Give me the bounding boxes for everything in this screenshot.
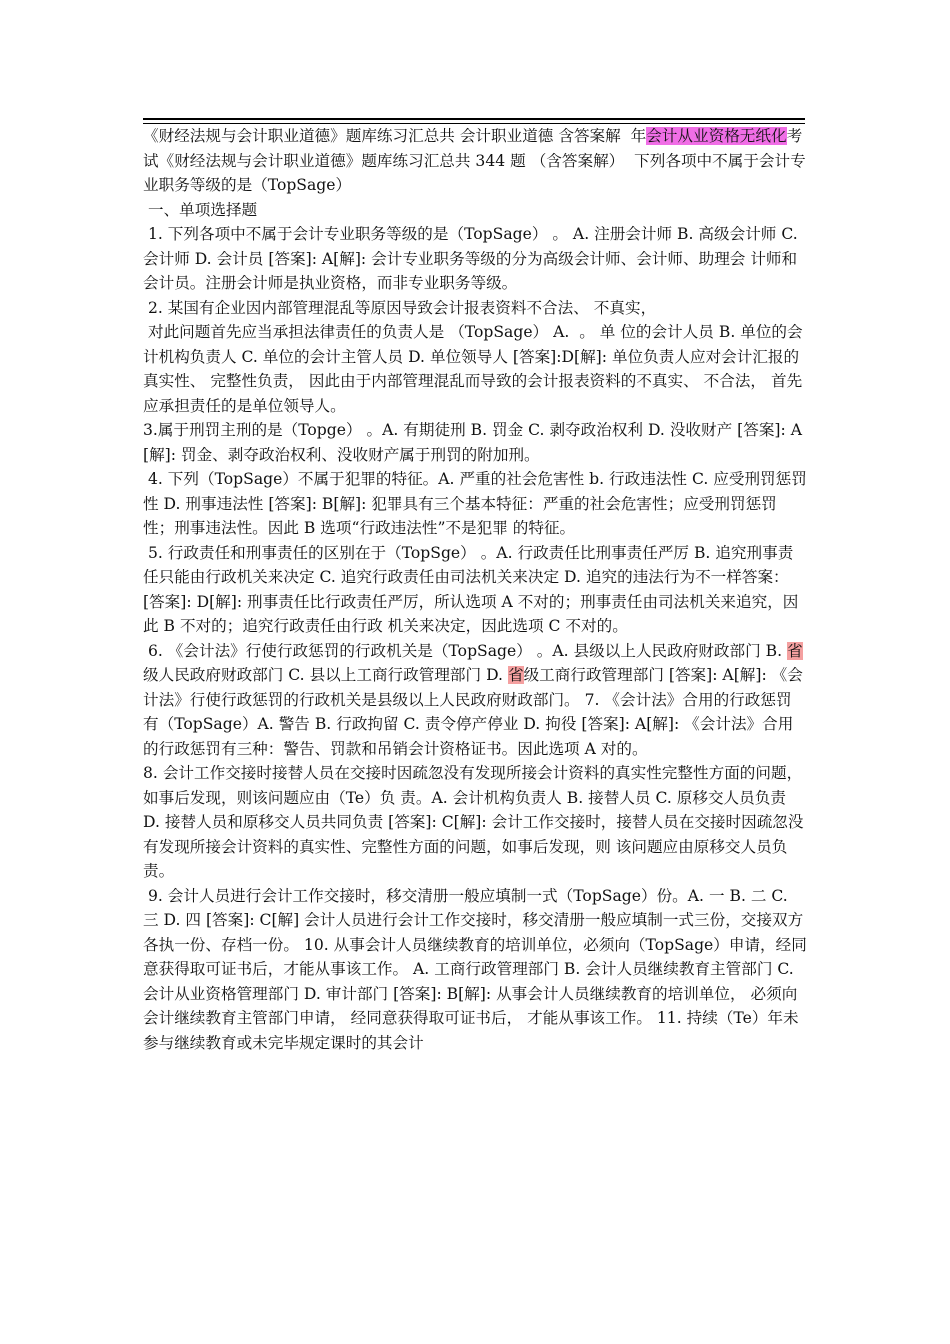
paragraph-p5 [143, 467, 807, 541]
text-run: 级工商行政管理部门 [答案]: A[解]: 《会计法》行使行政惩罚的行政机关是县级以上人民政府财政部门。 7. 《会计法》合用的行政惩罚有（TopSage）A. 警告 B. 行政拘留 C. 责令停产停业 D. 拘役 [答案]: A[解]: 《会计法》合用的行政惩罚有三种：警告、罚款和吊销会计资格证书。因此选项 A 对的。 [143, 666, 803, 758]
highlighted-text: 会计从业资格无纸化 [646, 127, 787, 145]
highlighted-text: 省 [787, 641, 803, 660]
text-run: 4. 下列（TopSage）不属于犯罪的特征。A. 严重的社会危害性 b. 行政违法性 C. 应受刑罚惩罚性 D. 刑事违法性 [答案]: B[解]: 犯罪具有三个基本特征：严重的社会危害性；应受刑罚惩罚性；刑事违法性。因此 B 选项“行政违法性”不是犯罪 的特征。 [143, 470, 807, 537]
text-run: 5. 行政责任和刑事责任的区别在于（TopSge） 。A. 行政责任比刑事责任严厉 B. 追究刑事责任只能由行政机关来决定 C. 追究行政责任由司法机关来决定 D. 追究的违法行为不一样答案： [答案]: D[解]: 刑事责任比行政责任严厉，所认选项 A 不对的；刑事责任由司法机关来追究，因此 B 不对的；追究行政责任由行政 机关来决定，因此选项 C 不对的。 [143, 543, 799, 635]
paragraph-p0 [143, 124, 807, 198]
text-run: 级人民政府财政部门 C. 县以上工商行政管理部门 D. [143, 666, 508, 684]
text-run: 3.属于刑罚主刑的是（Topge） 。A. 有期徒刑 B. 罚金 C. 剥夺政治权利 D. 没收财产 [答案]: A[解]: 罚金、剥夺政治权利、没收财产属于刑罚的附加刑。 [143, 421, 802, 464]
text-run: 《财经法规与会计职业道德》题库练习汇总共 会计职业道德 含答案解 年 [143, 127, 647, 145]
text-run: 8. 会计工作交接时接替人员在交接时因疏忽没有发现所接会计资料的真实性完整性方面的问题，如事后发现，则该问题应由（Te）负 责。A. 会计机构负责人 B. 接替人员 C. 原移交人员负责 D. 接替人员和原移交人员共同负责 [答案]: C[解]: 会计工作交接时，接替人员在交接时因疏忽没有发现所接会计资料的真实性、完整性方面的问题，如事后发现，则 该问题应由原移交人员负责。 [143, 764, 804, 880]
paragraph-p2 [143, 222, 807, 296]
text-run: 考试《财经法规与会计职业道德》题库练习汇总共 344 题 （含答案解） 下列各项中不属于会计专业职务等级的是（TopSage） [143, 127, 806, 194]
text-run: 9. 会计人员进行会计工作交接时，移交清册一般应填制一式（TopSage）份。A. 一 B. 二 C. 三 D. 四 [答案]: C[解] 会计人员进行会计工作交接时，移交清册一般应填制一式三份，交接双方各执一份、存档一份。 10. 从事会计人员继续教育的培训单位，必须向（TopSage）申请，经同意获得取可证书后，才能从事该工作。 A. 工商行政管理部门 B. 会计人员继续教育主管部门 C. 会计从业资格管理部门 D. 审计部门 [答案]: B[解]: 从事会计人员继续教育的培训单位， 必须向会计继续教育主管部门申请， 经同意获得取可证书后， 才能从事该工作。 11. 持续（Te）年未参与继续教育或未完毕规定课时的其会计 [143, 886, 807, 1052]
document-body [143, 124, 807, 1055]
paragraph-p9 [143, 884, 807, 1056]
header-rule-thick [143, 118, 805, 120]
paragraph-p3 [143, 296, 807, 419]
paragraph-p1 [143, 198, 807, 223]
paragraph-p8 [143, 761, 807, 884]
text-run: 一、单项选择题 [143, 200, 258, 219]
paragraph-p7 [143, 639, 807, 762]
text-run: 6. 《会计法》行使行政惩罚的行政机关是（TopSage） 。A. 县级以上人民政府财政部门 B. [143, 641, 788, 660]
highlighted-text: 省 [507, 666, 524, 684]
text-run: 2. 某国有企业因内部管理混乱等原因导致会计报表资料不合法、 不真实， 对此问题首先应当承担法律责任的负责人是 （TopSage） A. 。 单 位的会计人员 B. 单位的会计机构负责人 C. 单位的会计主管人员 D. 单位领导人 [答案]:D[解]: 单位负责人应对会计汇报的真实性、 完整性负责， 因此由于内部管理混乱而导致的会计报表资料的不真实、 不合法， 首先应承担责任的是单位领导人。 [143, 298, 803, 415]
paragraph-p6 [143, 541, 807, 639]
paragraph-p4 [143, 418, 807, 467]
text-run: 1. 下列各项中不属于会计专业职务等级的是（TopSage） 。 A. 注册会计师 B. 高级会计师 C. 会计师 D. 会计员 [答案]: A[解]: 会计专业职务等级的分为高级会计师、会计师、助理会 计师和会计员。注册会计师是执业资格，而非专业职务等级。 [143, 225, 803, 292]
